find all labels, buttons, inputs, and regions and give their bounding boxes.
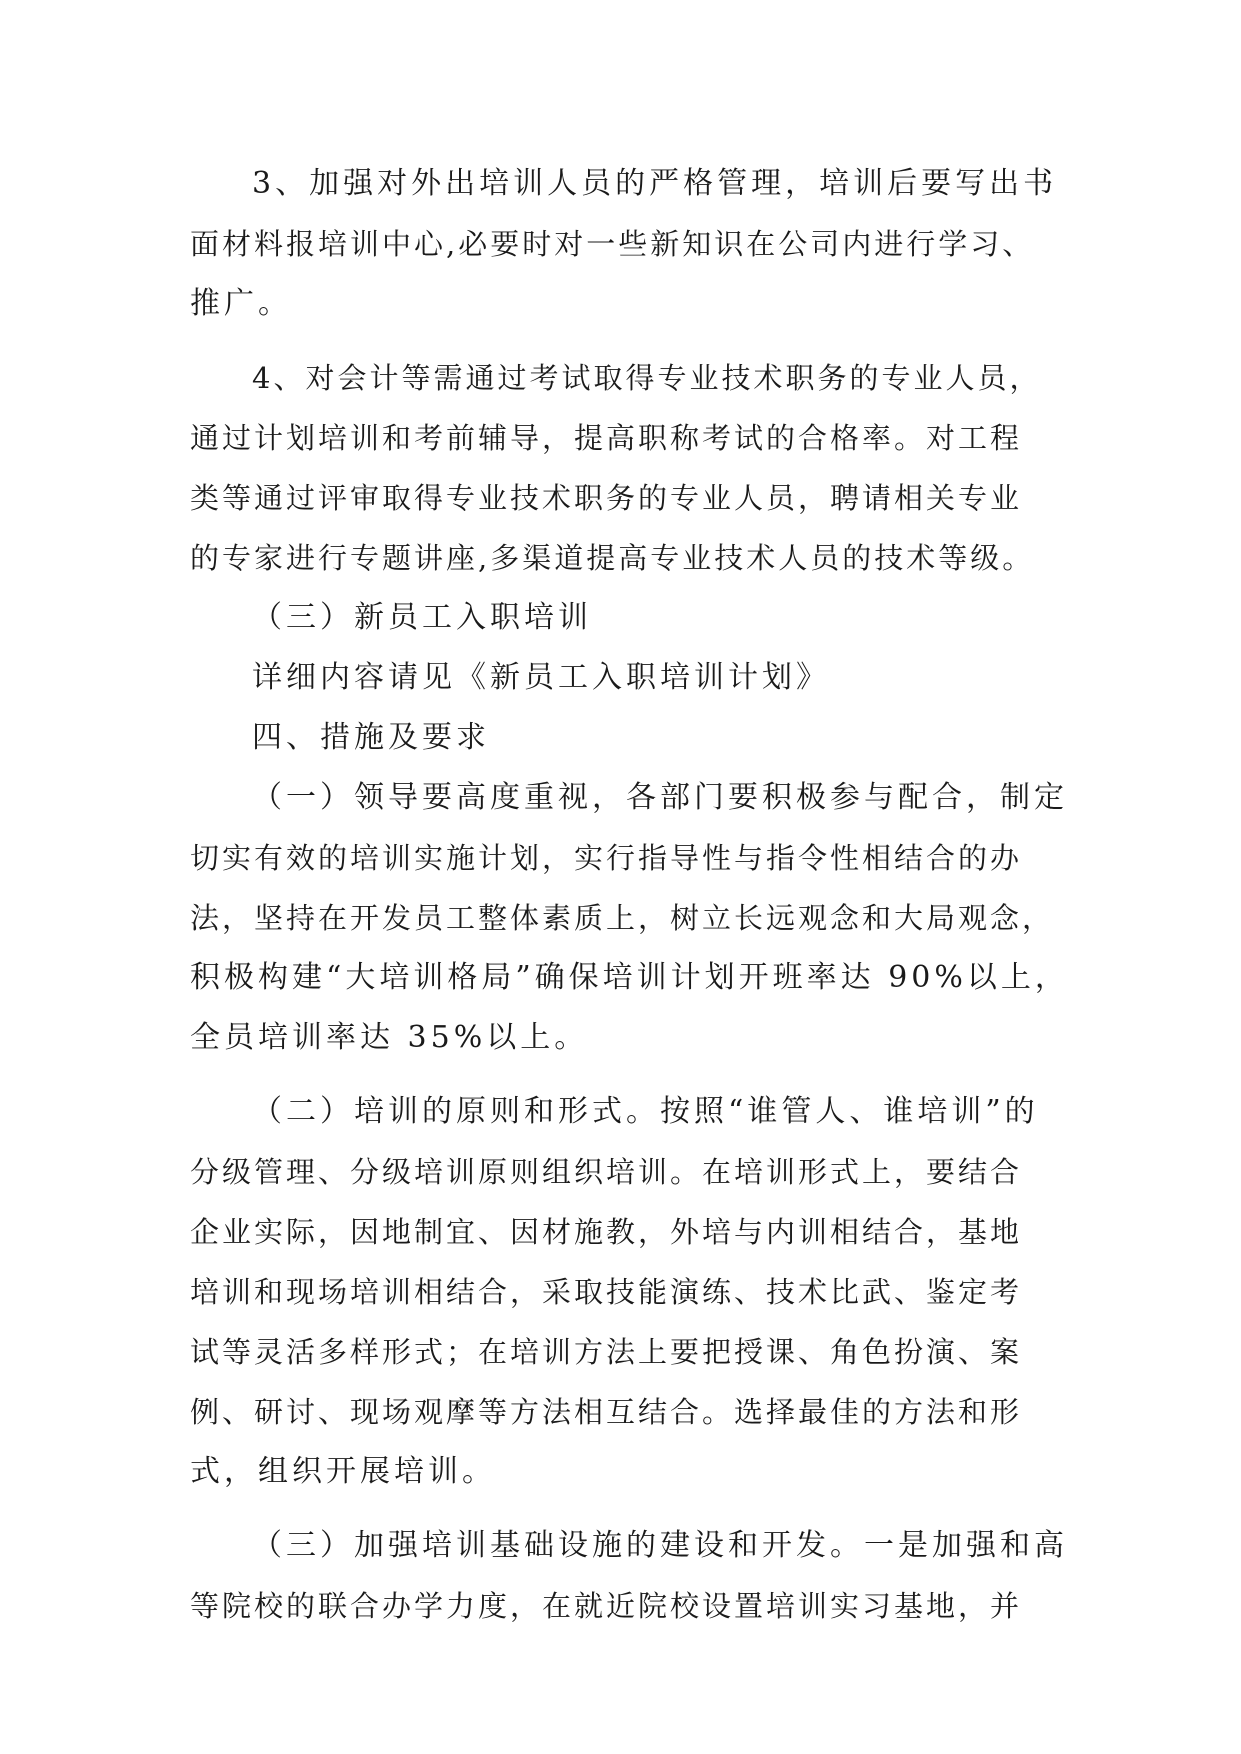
measure-2-line-3: 企业实际，因地制宜、因材施教，外培与内训相结合，基地 [190,1215,1023,1249]
measure-3-line-1: （三）加强培训基础设施的建设和开发。一是加强和高 [252,1528,1068,1563]
paragraph-4-line-1: 4、对会计等需通过考试取得专业技术职务的专业人员， [252,361,1042,395]
measure-1-line-3: 法，坚持在开发员工整体素质上，树立长远观念和大局观念， [190,901,1055,935]
measure-1-line-5: 全员培训率达 35%以上。 [190,1020,589,1055]
paragraph-4-line-2: 通过计划培训和考前辅导，提高职称考试的合格率。对工程 [190,421,1023,455]
measure-2-line-7: 式，组织开展培训。 [190,1454,496,1489]
paragraph-3-line-3: 推广。 [190,286,292,321]
detail-reference-line: 详细内容请见《新员工入职培训计划》 [252,660,830,695]
measure-2-line-6: 例、研讨、现场观摩等方法相互结合。选择最佳的方法和形 [190,1395,1023,1429]
paragraph-4-line-3: 类等通过评审取得专业技术职务的专业人员，聘请相关专业 [190,481,1023,515]
measure-2-line-2: 分级管理、分级培训原则组织培训。在培训形式上，要结合 [190,1155,1023,1189]
measure-1-line-1: （一）领导要高度重视，各部门要积极参与配合，制定 [252,780,1068,815]
section-heading-new-employee: （三）新员工入职培训 [252,600,592,635]
measure-1-line-4: 积极构建“大培训格局”确保培训计划开班率达 90%以上， [190,960,1069,995]
paragraph-4-line-4: 的专家进行专题讲座,多渠道提高专业技术人员的技术等级。 [190,541,1035,575]
measure-2-line-5: 试等灵活多样形式；在培训方法上要把授课、角色扮演、案 [190,1335,1023,1369]
measure-2-line-4: 培训和现场培训相结合，采取技能演练、技术比武、鉴定考 [190,1275,1023,1309]
measure-3-line-2: 等院校的联合办学力度，在就近院校设置培训实习基地，并 [190,1589,1023,1623]
measure-1-line-2: 切实有效的培训实施计划，实行指导性与指令性相结合的办 [190,841,1023,875]
paragraph-3-line-1: 3、加强对外出培训人员的严格管理，培训后要写出书 [252,166,1058,201]
measure-2-line-1: （二）培训的原则和形式。按照“谁管人、谁培训”的 [252,1094,1039,1129]
paragraph-3-line-2: 面材料报培训中心,必要时对一些新知识在公司内进行学习、 [190,227,1035,261]
section-heading-measures: 四、措施及要求 [252,720,490,755]
